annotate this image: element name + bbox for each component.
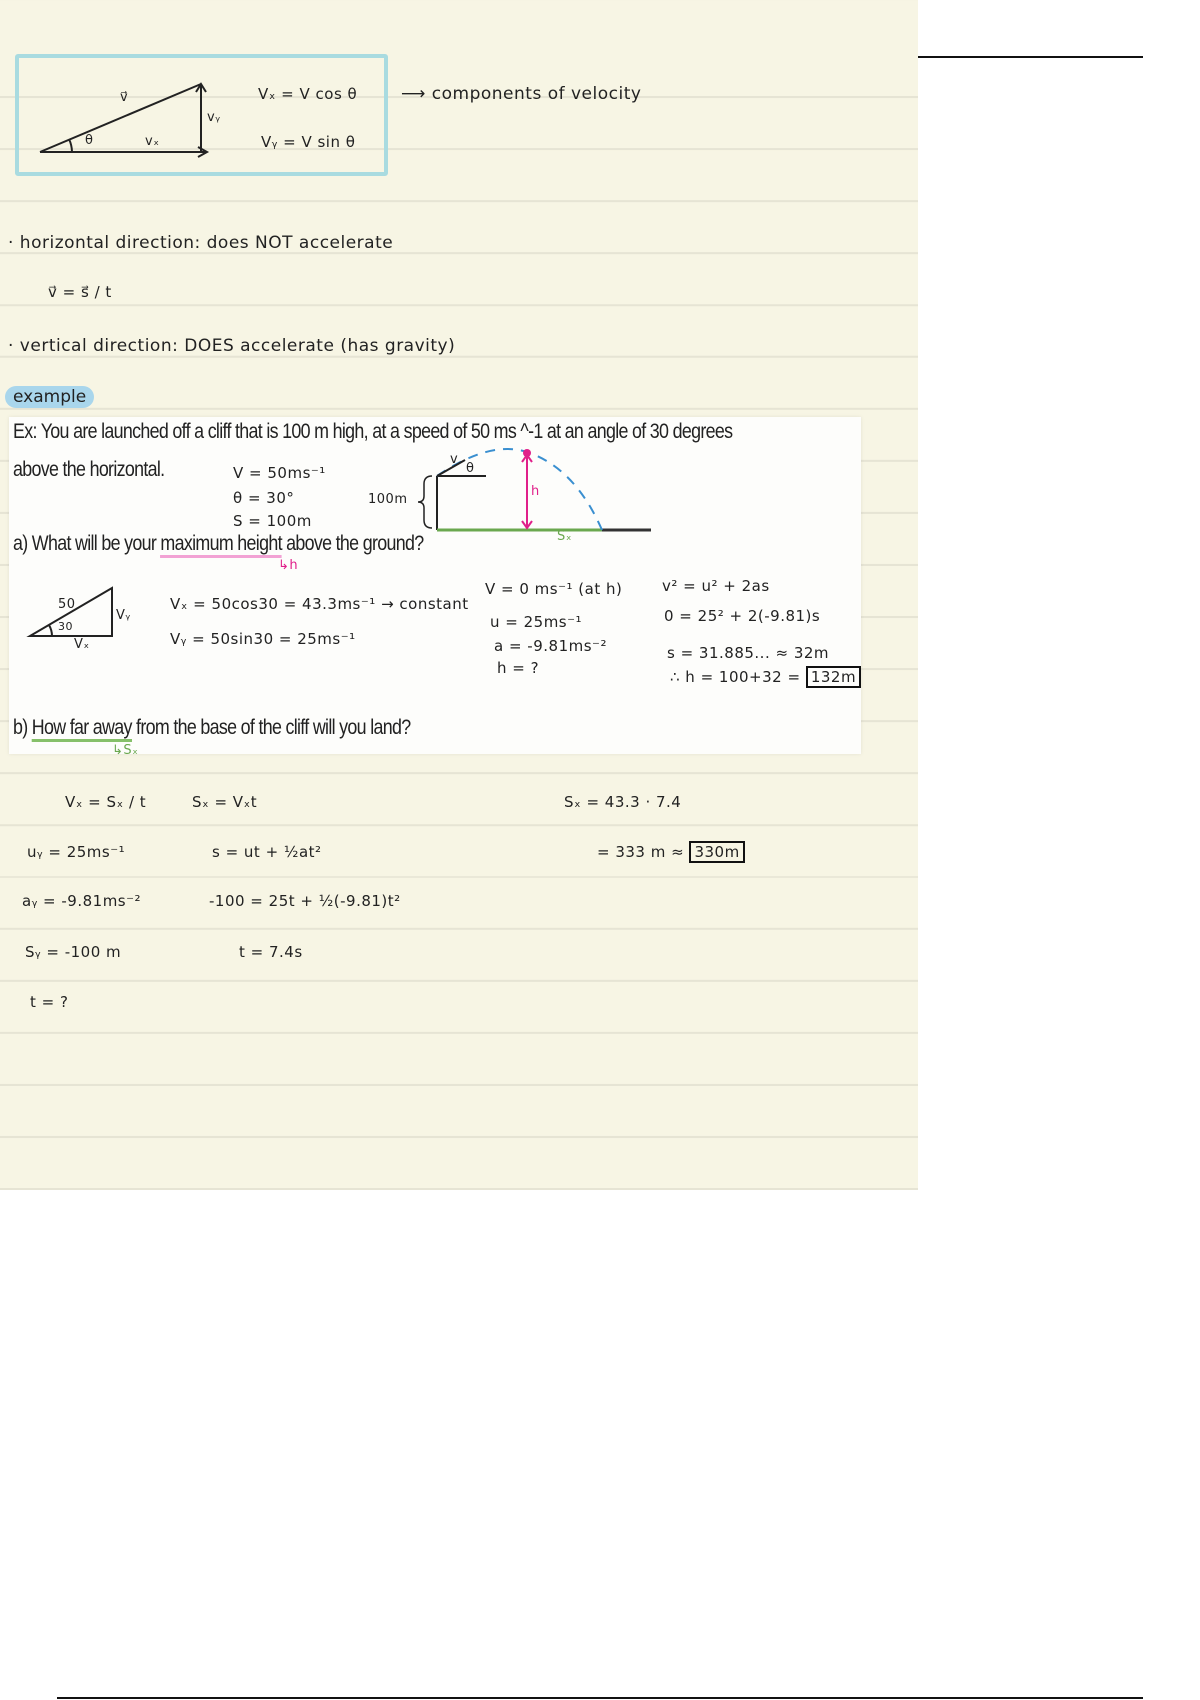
example-badge: example [5, 386, 94, 408]
vx-equation: Vₓ = V cos θ [258, 85, 358, 103]
solve-sub: 0 = 25² + 2(-9.81)s [664, 607, 821, 625]
question-b: b) How far away from the base of the cliff will you land? [13, 716, 410, 740]
cliff-height-label: 100m [368, 492, 408, 507]
suvat-u: u = 25ms⁻¹ [490, 613, 583, 631]
triangle-hyp-label: 50 [58, 597, 76, 612]
answer-a: 132m [806, 666, 861, 688]
suvat-a: a = -9.81ms⁻² [494, 637, 607, 655]
launch-v-label: v [450, 452, 459, 467]
problem-line-2: above the horizontal. [13, 458, 165, 481]
work-sx-eq: Sₓ = Vₓt [192, 793, 258, 811]
work-ay: aᵧ = -9.81ms⁻² [22, 892, 142, 910]
work-uy: uᵧ = 25ms⁻¹ [27, 843, 126, 861]
launch-theta-label: θ [466, 461, 475, 476]
solve-h: ∴ h = 100+32 = 132m [670, 668, 861, 686]
work-sub: -100 = 25t + ½(-9.81)t² [209, 892, 401, 910]
vy-label: vᵧ [207, 110, 221, 125]
work-sy: Sᵧ = -100 m [25, 943, 122, 961]
work-sx-calc: Sₓ = 43.3 · 7.4 [564, 793, 682, 811]
horizontal-note: · horizontal direction: does NOT accelerate [8, 233, 394, 253]
triangle-vx-label: Vₓ [74, 637, 90, 652]
question-a: a) What will be your maximum height above the ground? [13, 532, 423, 556]
sx-label: Sₓ [557, 529, 573, 544]
triangle-angle-label: 30 [58, 620, 73, 633]
components-note: ⟶ components of velocity [401, 84, 642, 104]
question-a-highlight: maximum height [160, 532, 281, 558]
triangle-vy-label: Vᵧ [116, 608, 131, 623]
bottom-divider [57, 1697, 1143, 1699]
horizontal-equation: v⃗ = s⃗ / t [48, 283, 112, 301]
answer-b: 330m [689, 841, 744, 863]
calc-vy: Vᵧ = 50sin30 = 25ms⁻¹ [170, 630, 356, 648]
given-v: V = 50ms⁻¹ [233, 464, 326, 482]
given-theta: θ = 30° [233, 489, 295, 507]
question-b-highlight: How far away [32, 716, 132, 742]
work-t: t = ? [30, 993, 69, 1011]
work-suvat: s = ut + ½at² [212, 843, 322, 861]
vertical-note: · vertical direction: DOES accelerate (has gravity) [8, 336, 456, 356]
work-t-result: t = 7.4s [239, 943, 303, 961]
v-vector-label: v⃗ [120, 90, 129, 105]
vx-label: vₓ [145, 134, 160, 149]
question-a-annotation: ↳h [278, 558, 299, 573]
calc-vx: Vₓ = 50cos30 = 43.3ms⁻¹ → constant [170, 595, 469, 613]
problem-line-1: Ex: You are launched off a cliff that is 100 m high, at a speed of 50 ms ^-1 at an angle of 30 degrees [13, 420, 733, 443]
theta-label: θ [85, 133, 94, 148]
given-s: S = 100m [233, 512, 312, 530]
suvat-v: V = 0 ms⁻¹ (at h) [485, 580, 623, 598]
work-sx-result: = 333 m ≈ 330m [597, 843, 745, 861]
vy-equation: Vᵧ = V sin θ [261, 133, 356, 151]
velocity-triangle-example [0, 0, 10, 10]
top-divider [918, 56, 1143, 58]
solve-eq: v² = u² + 2as [662, 577, 770, 595]
solve-s: s = 31.885... ≈ 32m [667, 644, 830, 662]
max-height-label: h [531, 484, 540, 499]
work-vx: Vₓ = Sₓ / t [65, 793, 147, 811]
question-b-annotation: ↳Sₓ [112, 743, 139, 758]
suvat-h: h = ? [497, 659, 540, 677]
